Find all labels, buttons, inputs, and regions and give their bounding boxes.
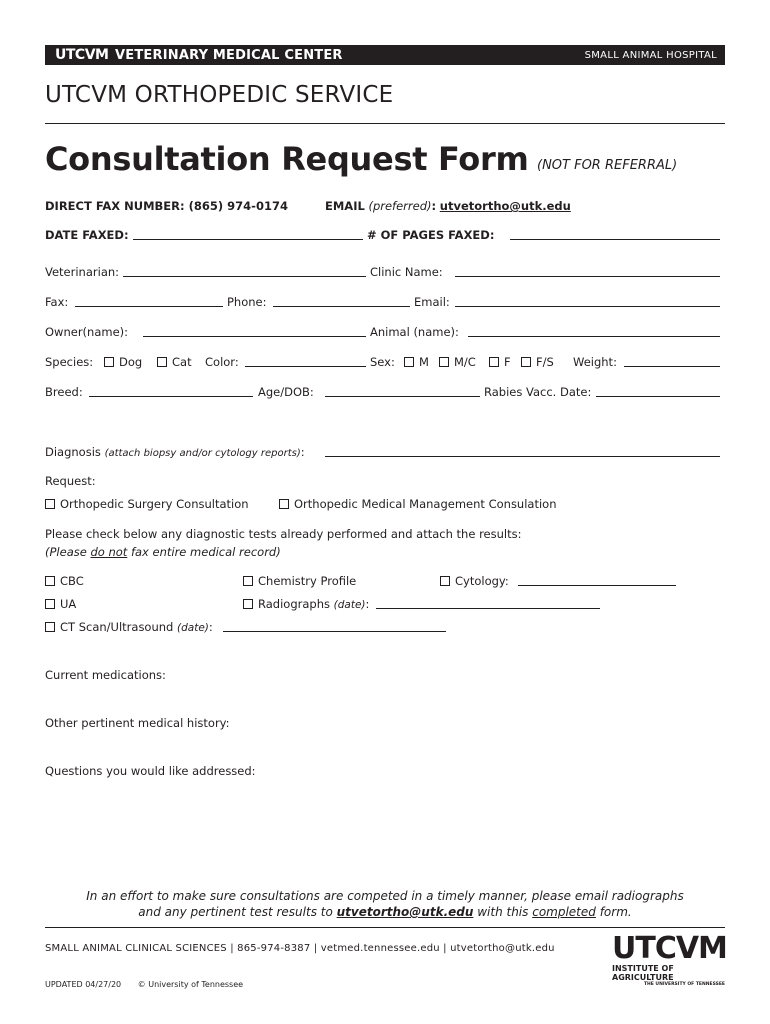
updated-date: UPDATED 04/27/20	[45, 980, 122, 989]
color-field[interactable]	[245, 356, 366, 367]
diagnostics-note	[45, 545, 281, 559]
email-label-field: Email:	[414, 295, 450, 309]
breed-field[interactable]	[89, 386, 253, 397]
footer-note-line2	[0, 905, 770, 919]
checkbox-icon[interactable]	[279, 499, 289, 509]
weight-label: Weight:	[573, 355, 617, 369]
phone-label: Phone:	[227, 295, 267, 309]
request-option-medical[interactable]	[279, 497, 557, 511]
phone-field[interactable]	[273, 296, 410, 307]
email-label: EMAIL	[325, 199, 365, 213]
cytology-label: Cytology:	[455, 574, 509, 588]
radiographs-label: Radiographs	[258, 597, 330, 611]
owner-label: Owner(name):	[45, 325, 129, 339]
checkbox-icon[interactable]	[243, 599, 253, 609]
test-ct-ultrasound[interactable]	[45, 620, 213, 634]
sex-mc[interactable]	[439, 355, 476, 369]
note-completed: completed	[532, 905, 596, 919]
age-field[interactable]	[325, 386, 480, 397]
service-title: UTCVM ORTHOPEDIC SERVICE	[45, 82, 394, 108]
date-faxed-label: DATE FAXED:	[45, 228, 129, 242]
radiographs-date-field[interactable]	[376, 598, 600, 609]
sex-fs-label: F/S	[536, 355, 554, 369]
rabies-label: Rabies Vacc. Date:	[484, 385, 592, 399]
note-pre: (Please	[45, 545, 91, 559]
checkbox-icon[interactable]	[45, 499, 55, 509]
owner-field[interactable]	[143, 326, 366, 337]
cat-label: Cat	[172, 355, 192, 369]
pages-faxed-field[interactable]	[510, 229, 720, 240]
request-label: Request:	[45, 474, 96, 488]
logo-big: UTCVM	[612, 931, 727, 966]
test-radiographs[interactable]	[243, 597, 369, 611]
species-dog[interactable]	[104, 355, 142, 369]
checkbox-icon[interactable]	[45, 576, 55, 586]
clinic-name-label: Clinic Name:	[370, 265, 443, 279]
cytology-field[interactable]	[518, 575, 676, 586]
weight-field[interactable]	[624, 356, 720, 367]
diagnosis-label	[45, 445, 305, 459]
diagnosis-text: Diagnosis	[45, 445, 101, 459]
checkbox-icon[interactable]	[521, 357, 531, 367]
utcvm-logo: UTCVM	[55, 47, 109, 63]
option-surgery-label: Orthopedic Surgery Consultation	[60, 497, 249, 511]
diagnosis-colon: :	[300, 445, 305, 459]
note-line2-pre: and any pertinent test results to	[138, 905, 337, 919]
rabies-field[interactable]	[596, 386, 720, 397]
checkbox-icon[interactable]	[439, 357, 449, 367]
ct-colon: :	[208, 620, 213, 634]
age-label: Age/DOB:	[258, 385, 314, 399]
ct-label: CT Scan/Ultrasound	[60, 620, 174, 634]
fax-field[interactable]	[75, 296, 223, 307]
note-do-not: do not	[90, 545, 128, 559]
species-label: Species:	[45, 355, 94, 369]
checkbox-icon[interactable]	[45, 599, 55, 609]
footer-divider	[45, 927, 725, 928]
diagnosis-note: (attach biopsy and/or cytology reports)	[104, 448, 301, 459]
option-medical-label: Orthopedic Medical Management Consulation	[294, 497, 557, 511]
test-ua[interactable]	[45, 597, 76, 611]
dog-label: Dog	[119, 355, 143, 369]
logo-tiny: THE UNIVERSITY OF TENNESSEE	[643, 982, 725, 987]
diagnosis-field[interactable]	[325, 446, 720, 457]
veterinarian-field[interactable]	[123, 266, 366, 277]
note-post: fax entire medical record)	[127, 545, 281, 559]
email-link[interactable]: utvetortho@utk.edu	[439, 199, 571, 213]
current-medications-label: Current medications:	[45, 668, 166, 682]
logo-sub: INSTITUTE OF AGRICULTURE	[612, 964, 674, 982]
sex-f-label: F	[504, 355, 511, 369]
sex-mc-label: M/C	[454, 355, 476, 369]
note-line2-post: form.	[595, 905, 632, 919]
note-line2-mid: with this	[473, 905, 533, 919]
animal-label: Animal (name):	[370, 325, 459, 339]
sex-label: Sex:	[370, 355, 395, 369]
email-field[interactable]	[455, 296, 720, 307]
footer-note-line1: In an effort to make sure consultations are competed in a timely manner, please email radiographs	[86, 889, 684, 903]
copyright: © University of Tennessee	[137, 980, 244, 989]
footer-email-link[interactable]: utvetortho@utk.edu	[336, 905, 474, 919]
header-divider	[45, 123, 725, 124]
sex-f[interactable]	[489, 355, 511, 369]
sex-fs[interactable]	[521, 355, 554, 369]
questions-label: Questions you would like addressed:	[45, 764, 256, 778]
color-label: Color:	[205, 355, 239, 369]
checkbox-icon[interactable]	[440, 576, 450, 586]
updated-info	[45, 980, 243, 989]
checkbox-icon[interactable]	[157, 357, 167, 367]
fax-label-field: Fax:	[45, 295, 69, 309]
ct-date-field[interactable]	[223, 621, 446, 632]
cbc-label: CBC	[60, 574, 84, 588]
checkbox-icon[interactable]	[45, 622, 55, 632]
clinic-name-field[interactable]	[455, 266, 720, 277]
request-option-surgery[interactable]	[45, 497, 249, 511]
species-cat[interactable]	[157, 355, 192, 369]
animal-field[interactable]	[468, 326, 720, 337]
test-chemistry[interactable]	[243, 574, 356, 588]
pages-faxed-label: # OF PAGES FAXED:	[367, 228, 495, 242]
diagnostics-instruction: Please check below any diagnostic tests already performed and attach the results:	[45, 527, 522, 541]
email-preferred: (preferred)	[368, 199, 432, 213]
test-cbc[interactable]	[45, 574, 84, 588]
fax-number-row	[45, 199, 288, 213]
fax-number: (865) 974-0174	[188, 199, 288, 213]
footer-contact: SMALL ANIMAL CLINICAL SCIENCES | 865-974-8387 | vetmed.tennessee.edu | utvetortho@utk.edu	[45, 943, 555, 954]
header-banner	[45, 45, 725, 65]
not-for-referral: (NOT FOR REFERRAL)	[537, 158, 678, 173]
checkbox-icon[interactable]	[243, 576, 253, 586]
sex-m[interactable]	[404, 355, 429, 369]
hospital-name: SMALL ANIMAL HOSPITAL	[584, 50, 717, 61]
email-colon: :	[431, 199, 437, 213]
form-title: Consultation Request Form	[45, 140, 529, 178]
checkbox-icon[interactable]	[104, 357, 114, 367]
radiographs-colon: :	[365, 597, 370, 611]
radiographs-date-note: (date)	[333, 599, 366, 611]
ct-date-note: (date)	[177, 622, 209, 634]
ua-label: UA	[60, 597, 77, 611]
center-name: VETERINARY MEDICAL CENTER	[115, 48, 343, 63]
test-cytology[interactable]	[440, 574, 509, 588]
checkbox-icon[interactable]	[489, 357, 499, 367]
date-faxed-field[interactable]	[133, 229, 363, 240]
email-row	[325, 199, 571, 213]
checkbox-icon[interactable]	[404, 357, 414, 367]
medical-history-label: Other pertinent medical history:	[45, 716, 230, 730]
veterinarian-label: Veterinarian:	[45, 265, 120, 279]
breed-label: Breed:	[45, 385, 83, 399]
fax-label: DIRECT FAX NUMBER:	[45, 199, 185, 213]
sex-m-label: M	[419, 355, 429, 369]
utcvm-footer-logo	[612, 931, 727, 987]
chemistry-label: Chemistry Profile	[258, 574, 357, 588]
